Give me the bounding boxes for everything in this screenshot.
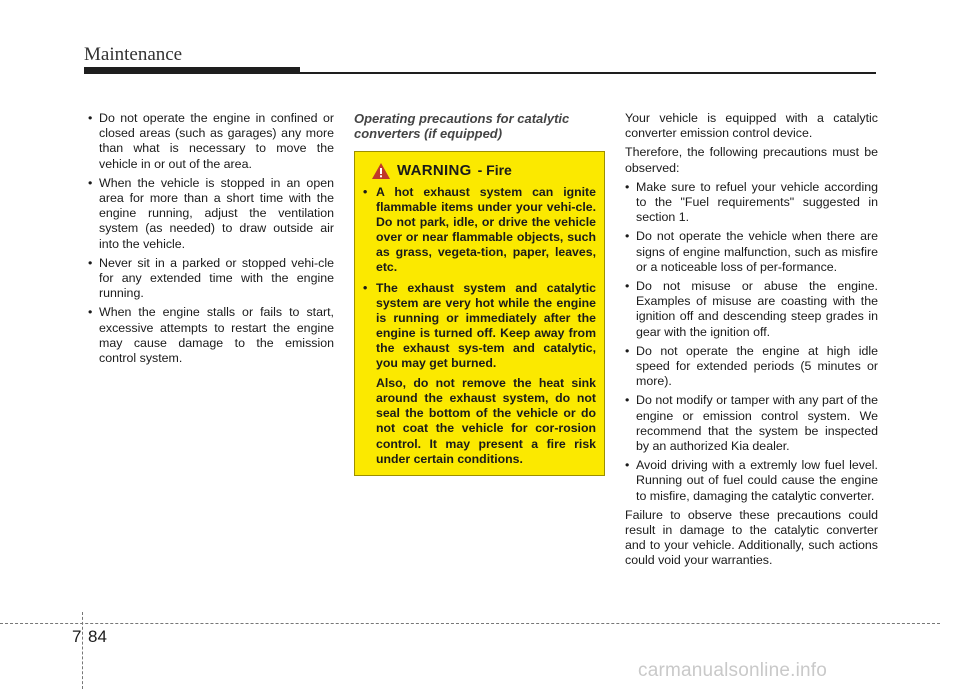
intro-paragraph: Therefore, the following precautions must be observed:	[625, 145, 878, 175]
page-number: 84	[88, 627, 107, 646]
warning-subtitle: - Fire	[477, 162, 512, 179]
warning-label: WARNING	[397, 162, 472, 180]
footer-divider	[0, 623, 940, 624]
header-rule-thin	[300, 72, 876, 74]
list-item: • Avoid driving with a extremly low fuel level. Running out of fuel could cause the engine to misfire, damaging the catalytic converter.	[625, 458, 878, 504]
footer-vertical-divider	[82, 612, 83, 689]
section-heading: Operating precautions for catalytic converters (if equipped)	[354, 111, 570, 141]
column-3	[625, 111, 878, 573]
list-item: • Do not misuse or abuse the engine. Examples of misuse are coasting with the ignition off and descending steep grades in gear with the ignition off.	[625, 279, 878, 340]
header-rule-thick	[84, 67, 300, 74]
list-item: • Make sure to refuel your vehicle according to the "Fuel requirements" suggested in section 1.	[625, 180, 878, 226]
list-item: • Do not operate the vehicle when there are signs of engine malfunction, such as misfire or a noticeable loss of per-formance.	[625, 229, 878, 275]
bullet-list	[625, 180, 878, 504]
column-2	[354, 111, 605, 476]
warning-extra-text: Also, do not remove the heat sink around the exhaust system, do not seal the bottom of the vehicle or do not coat the vehicle for cor-rosion control. It may present a fire risk under certain conditions.	[376, 376, 596, 466]
intro-paragraph: Your vehicle is equipped with a catalytic converter emission control device.	[625, 111, 878, 141]
warning-triangle-icon	[371, 162, 391, 180]
closing-paragraph: Failure to observe these precautions could result in damage to the catalytic converter and to your vehicle. Additionally, such actions could void your warranties.	[625, 507, 878, 568]
page-header-title: Maintenance	[84, 44, 183, 65]
list-item: • A hot exhaust system can ignite flammable items under your vehi-cle. Do not park, idle, or drive the vehicle over or near flammable objects, such as grass, vegeta-tion, paper, leaves, etc.	[363, 185, 596, 276]
list-item: • The exhaust system and catalytic system are very hot while the engine is running or immediately after the engine is turned off. Keep away from the exhaust sys-tem and catalytic, you may get burned.	[363, 281, 596, 372]
watermark: carmanualsonline.info	[638, 660, 828, 681]
column-1	[88, 111, 334, 370]
list-item: • Do not modify or tamper with any part of the engine or emission control system. We recommend that the system be inspected by an authorized Kia dealer.	[625, 393, 878, 454]
warning-bullet-list	[363, 185, 596, 371]
warning-header	[363, 162, 596, 180]
bullet-list	[88, 111, 334, 366]
list-item: • Do not operate the engine at high idle speed for extended periods (5 minutes or more).	[625, 344, 878, 390]
warning-box	[354, 151, 605, 476]
chapter-number: 7	[72, 627, 82, 646]
list-item: • Do not operate the engine in confined or closed areas (such as garages) any more than what is necessary to move the vehicle in or out of the area.	[88, 111, 334, 172]
list-item: • When the engine stalls or fails to start, excessive attempts to restart the engine may cause damage to the emission control system.	[88, 305, 334, 366]
list-item: • Never sit in a parked or stopped vehi-cle for any extended time with the engine running.	[88, 256, 334, 302]
list-item: • When the vehicle is stopped in an open area for more than a short time with the engine running, adjust the ventilation system (as needed) to draw outside air into the vehicle.	[88, 176, 334, 252]
